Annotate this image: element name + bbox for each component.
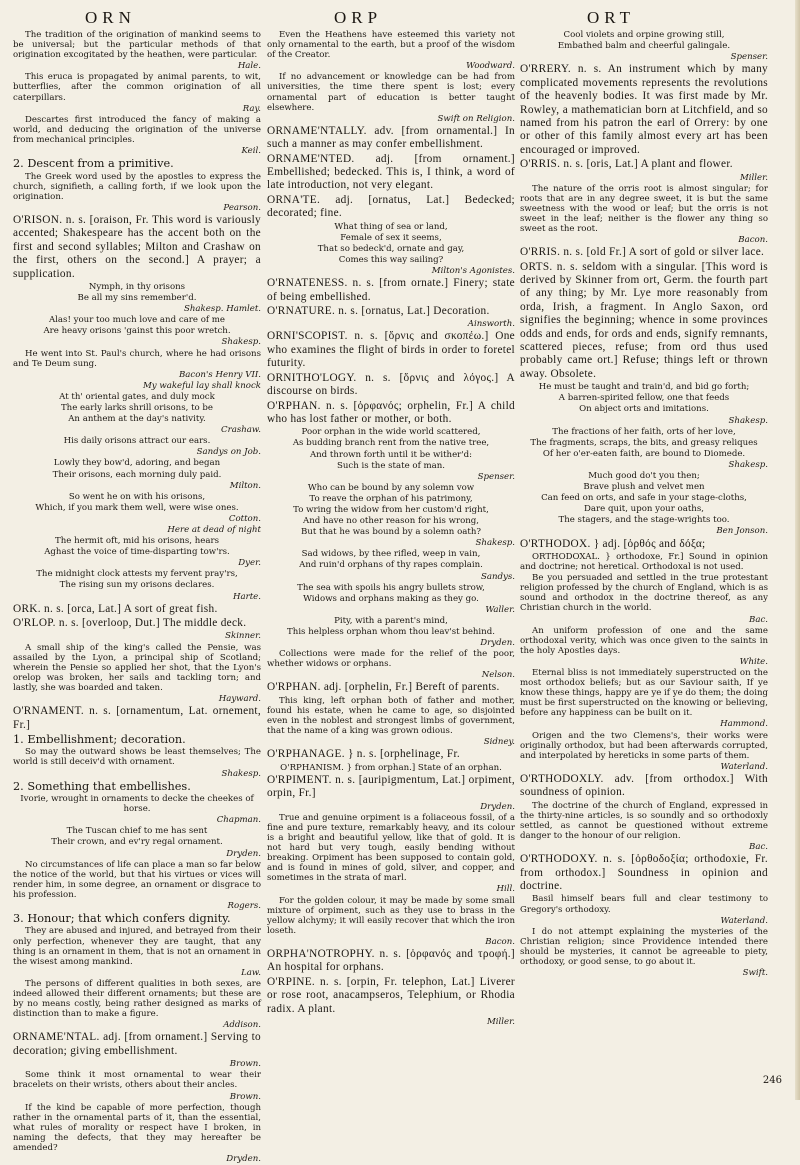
col3-line: Waterland. [720, 761, 768, 772]
col2-line: ORNI'SCOPIST. n. s. [ὄρνις and σκοπέω.] One who examines the flight of birds in order to foretel futurity. [267, 330, 515, 370]
col1-line: Hayward. [218, 694, 261, 705]
col2-line: The sea with spoils his angry bullets strow, [297, 582, 485, 593]
col3-line: Much good do't you then; [588, 471, 700, 481]
col3-line: O'RTHODOXLY. adv. [from orthodox.] With soundness of opinion. [520, 772, 768, 799]
col3-line: Cool violets and orpine growing still, [563, 30, 725, 40]
col2-line: Nelson. [481, 670, 515, 681]
col1-line: Milton. [229, 480, 261, 491]
col2-line: Hill. [496, 884, 515, 895]
col3-line: On abject orts and imitations. [579, 404, 709, 415]
col1-line: 3. Honour; that which confers dignity. [13, 912, 231, 926]
col3-line: He must be taught and train'd, and bid go forth; [538, 382, 750, 393]
col1-line: Aghast the voice of time-disparting tow'rs. [44, 547, 230, 558]
col1-line: 1. Embellishment; decoration. [13, 732, 186, 746]
col3-line: Hammond. [720, 719, 768, 730]
guide-word-right: ORT [587, 8, 635, 27]
col2-line: Waller. [485, 604, 515, 615]
col2-line: Sidney. [483, 737, 515, 748]
page-number: 246 [762, 1075, 782, 1086]
col3-line: O'RRIS. n. s. [old Fr.] A sort of gold or silver lace. [520, 246, 765, 259]
col3-line: The nature of the orris root is almost singular; for roots that are in any degree sweet, it is but the same sweetness with the wood or leaf; but the orris is not sweet in the leaf; neither is the flower any thing so sweet as the root. [520, 183, 768, 234]
col1-line: His daily orisons attract our ears. [63, 436, 211, 447]
col1-line: Which, if you mark them well, were wise ones. [35, 502, 239, 513]
col3-line: O'RRIS. n. s. [oris, Lat.] A plant and flower. [520, 158, 733, 171]
col2-line: Who can be bound by any solemn vow [307, 482, 475, 493]
column-middle [267, 30, 515, 1028]
col1-line: Dyer. [238, 558, 261, 569]
col2-line: To wring the widow from her custom'd right, [293, 504, 489, 515]
col1-line: Descartes first introduced the fancy of making a world, and deducing the origination of the universe from mechanical principles. [13, 114, 261, 145]
col3-line: Spenser. [730, 52, 768, 63]
col1-line: Ivorie, wrought in ornaments to decke the cheekes of horse. [20, 794, 254, 815]
col1-line: 2. Something that embellishes. [13, 779, 191, 793]
col1-line: Crashaw. [221, 425, 261, 436]
col2-line: What thing of sea or land, [334, 221, 448, 232]
col1-line: The hermit oft, mid his orisons, hears [54, 536, 219, 547]
col1-line: The rising sun my orisons declares. [59, 580, 215, 591]
col3-line: White. [739, 656, 768, 667]
col3-line: Shakesp. [728, 459, 768, 470]
col1-line: Dryden. [226, 1154, 261, 1165]
col1-line: ORK. n. s. [orca, Lat.] A sort of great fish. [13, 602, 218, 615]
col2-line: But that he was bound by a solemn oath? [301, 527, 481, 538]
col1-line: They are abused and injured, and betrayed from their only perfection, whenever they are taught, that any thing is an ornament in them, that is not an ornament in the wisest among mankind. [13, 926, 261, 967]
col2-line: Even the Heathens have esteemed this variety not only ornamental to the earth, but a proof of the wisdom of the Creator. [267, 30, 515, 61]
col3-line: The fractions of her faith, orts of her love, [552, 426, 736, 437]
col1-line: Ray. [242, 103, 261, 114]
running-head [0, 8, 800, 28]
col3-line: Waterland. [720, 915, 768, 926]
col1-line: An anthem at the day's nativity. [68, 414, 206, 425]
col1-line: O'RNAMENT. n. s. [ornamentum, Lat. ornement, Fr.] [13, 705, 261, 731]
col2-line: Dryden. [480, 801, 515, 812]
col3-line: A barren-spirited fellow, one that feeds [558, 393, 730, 404]
col3-line: Dare quit, upon your oaths, [584, 504, 704, 515]
col1-line: Lowly they bow'd, adoring, and began [53, 458, 221, 469]
col2-line: If no advancement or knowledge can be had from universities, the time there spent is lost; every ornamental part of education is better taught elsewhere. [267, 72, 515, 113]
col1-line: This eruca is propagated by animal parents, to wit, butterflies, after the common origination of all caterpillars. [13, 72, 261, 103]
col2-line: Such is the state of man. [336, 460, 446, 471]
col2-line: Woodward. [466, 61, 515, 72]
col1-line: Skinner. [225, 631, 261, 642]
col1-line: Be all my sins remember'd. [77, 293, 197, 304]
col1-line: The persons of different qualities in both sexes, are indeed allowed their different ornaments; but these are by no means costly, being rather designed as marks of distinction than to make a figure. [13, 978, 261, 1020]
col1-line: Harte. [233, 591, 261, 602]
col3-line: Basil himself bears full and clear testimony to Gregory's orthodoxy. [520, 894, 768, 915]
col2-line: Dryden. [480, 638, 515, 649]
col3-line: Bac. [749, 842, 768, 853]
col2-line: As budding branch rent from the native tree, [292, 438, 490, 449]
col3-line: ORTHODOXAL. } orthodoxe, Fr.] Sound in opinion and doctrine; not heretical. Orthodoxal is not used. [520, 551, 768, 573]
col1-line: Dryden. [226, 848, 261, 859]
col3-line: Embathed balm and cheerful galingale. [557, 41, 731, 52]
col2-line: ORNAME'NTALLY. adv. [from ornamental.] In such a manner as may confer embellishment. [267, 124, 515, 151]
col2-line: Swift on Religion. [437, 113, 515, 124]
col3-line: Of her o'er-eaten faith, are bound to Diomede. [542, 448, 746, 459]
col2-line: ORNA'TE. adj. [ornatus, Lat.] Bedecked; decorated; fine. [267, 193, 515, 220]
col1-line: Their orisons, each morning duly paid. [52, 469, 222, 480]
guide-word-left: ORN [85, 8, 136, 27]
col2-line: Poor orphan in the wide world scattered, [301, 427, 481, 438]
col3-line: Can feed on orts, and safe in your stage-cloths, [541, 493, 747, 504]
col1-line: Nymph, in thy orisons [88, 281, 186, 292]
col2-line: O'RPIMENT. n. s. [auripigmentum, Lat.] orpiment, orpin, Fr.] [267, 773, 515, 800]
col2-line: O'RPHANAGE. } n. s. [orphelinage, Fr. [267, 748, 461, 761]
col1-line: The midnight clock attests my fervent pray'rs, [36, 569, 238, 580]
col1-line: The early larks shrill orisons, to be [60, 402, 214, 413]
col2-line: And ruin'd orphans of thy rapes complain. [299, 560, 483, 571]
col2-line: To reave the orphan of his patrimony, [309, 493, 473, 504]
col1-line: The tradition of the origination of mankind seems to be universal; but the particular methods of that origination excogitated by the heathen, were particular. [13, 30, 261, 61]
col2-line: Widows and orphans making as they go. [303, 593, 479, 604]
col1-line: Rogers. [227, 900, 261, 911]
col3-line: Swift. [742, 968, 768, 979]
col3-line: Miller. [739, 172, 768, 183]
col1-line: Are heavy orisons 'gainst this poor wretch. [43, 326, 231, 337]
col2-line: O'RPHANISM. } from orphan.] State of an orphan. [280, 762, 502, 773]
col1-line: O'RISON. n. s. [oraison, Fr. This word is variously accented; Shakespeare has the accent both on the first and second syllables; Milton and Crashaw on the first, others on the second.] A prayer; a supplication. [13, 213, 261, 280]
col1-line: At th' oriental gates, and duly mock [59, 391, 215, 402]
col2-line: ORNAME'NTED. adj. [from ornament.] Embellished; bedecked. This is, I think, a word of late introduction, not very elegant. [267, 152, 515, 192]
col2-line: That so bedeck'd, ornate and gay, [317, 243, 465, 254]
col3-line: Shakesp. [728, 415, 768, 426]
col2-line: O'RPHAN. n. s. [ὀρφανός; orphelin, Fr.] A child who has lost father or mother, or both. [267, 399, 515, 425]
col2-line: This king, left orphan both of father and mother, found his estate, when he came to age, so disjointed even in the noblest and strongest limbs of government, that the name of a king was grown odious. [267, 695, 515, 737]
col1-line: So went he on with his orisons, [68, 491, 206, 502]
col2-line: O'RPHAN. adj. [orphelin, Fr.] Bereft of parents. [267, 681, 500, 694]
col1-line: Hale. [237, 61, 261, 72]
col1-line: If the kind be capable of more perfection, though rather in the ornamental parts of it, than the essential, what rules of morality or respect have I broken, in naming the defects, that they may hereafter be amended? [13, 1102, 261, 1153]
page-edge [795, 0, 800, 1100]
col2-line: And have no other reason for his wrong, [302, 516, 480, 527]
col1-line: No circumstances of life can place a man so far below the notice of the world, but that his virtues or vices will render him, in some degree, an ornament or disgrace to his profession. [13, 859, 261, 900]
col1-line: Brown. [229, 1091, 261, 1102]
col1-line: My wakeful lay shall knock [142, 380, 261, 391]
col2-line: Spenser. [477, 471, 515, 482]
col2-line: True and genuine orpiment is a foliaceous fossil, of a fine and pure texture, remarkably heavy, and its colour is a bright and beautiful yellow, like that of gold. It is not hard but very tough, easily bending without breaking. Orpiment has been supposed to contain gold, and is found in mines of gold, silver, and copper, and sometimes in the strata of marl. [267, 812, 515, 884]
col1-line: Shakesp. Hamlet. [184, 304, 261, 315]
col3-line: O'RRERY. n. s. An instrument which by many complicated movements represents the revolutions of the heavenly bodies. It was first made by Mr. Rowley, a mathematician born at Litchfield, and so named from his patron the earl of Orrery: by one or other of this family almost every art has been encouraged or improved. [520, 63, 768, 156]
col3-line: ORTS. n. s. seldom with a singular. [This word is derived by Skinner from ort, Germ. the fourth part of any thing; by Mr. Lye more reasonably from orda, Irish, a fragment. In Anglo Saxon, ord signifies the beginning; whence in some provinces odds and ends, for ords and ends, signify remnants, scattered pieces, refuse; from ord thus used probably came ort.] Refuse; things left or thrown away. Obsolete. [520, 260, 768, 380]
col1-line: The Tuscan chief to me has sent [66, 826, 208, 837]
col2-line: O'RNATURE. n. s. [ornatus, Lat.] Decoration. [267, 304, 490, 317]
col1-line: Chapman. [216, 815, 261, 826]
col1-line: Some think it most ornamental to wear their bracelets on their wrists, others about their ancles. [13, 1070, 261, 1091]
col2-line: ORPHA'NOTROPHY. n. s. [ὀρφανός and τροφή.] An hospital for orphans. [267, 947, 515, 974]
col2-line: For the golden colour, it may be made by some small mixture of orpiment, such as they use to brass in the yellow alchymy; it will easily recover that which the iron loseth. [267, 895, 515, 936]
col3-line: Bacon. [738, 235, 768, 246]
col1-line: Shakesp. [221, 337, 261, 348]
col1-line: A small ship of the king's called the Pensie, was assailed by the Lyon, a principal ship of Scotland; wherein the Pensie so applied her shot, that the Lyon's orelop was broken, her sails and tackling torn; and lastly, she was boarded and taken. [13, 642, 261, 693]
col2-line: O'RPINE. n. s. [orpin, Fr. telephon, Lat.] Liverer or rose root, anacampseros, Telephium, or Rhodia radix. A plant. [267, 975, 515, 1015]
col2-line: Shakesp. [475, 538, 515, 549]
col1-line: The Greek word used by the apostles to express the church, signifieth, a calling forth, if we look upon the origination. [13, 171, 261, 202]
column-left [13, 30, 261, 1165]
col2-line: Miller. [486, 1017, 515, 1027]
column-right [520, 30, 768, 979]
col1-line: Bacon's Henry VII. [178, 369, 261, 380]
col1-line: He went into St. Paul's church, where he had orisons and Te Deum sung. [13, 348, 261, 369]
col1-line: Their crown, and ev'ry regal ornament. [51, 837, 223, 848]
col1-line: ORNAME'NTAL. adj. [from ornament.] Serving to decoration; giving embellishment. [13, 1031, 261, 1057]
col2-line: ORNITHO'LOGY. n. s. [ὄρνις and λόγος.] A discourse on birds. [267, 371, 515, 398]
guide-word-center: ORP [334, 8, 383, 27]
col1-line: Alas! your too much love and care of me [48, 315, 226, 326]
col2-line: Pity, with a parent's mind, [334, 615, 448, 626]
col3-line: O'RTHODOX. } adj. [ὀρθός and δόξα; [520, 537, 706, 550]
col2-line: And thrown forth until it be wither'd: [309, 449, 473, 460]
col2-line: Sandys. [480, 571, 515, 582]
col3-line: The doctrine of the church of England, expressed in the thirty-nine articles, is so soundly and so orthodoxly settled, as cannot be questioned without extreme danger to the honour of our religion. [520, 800, 768, 842]
col2-line: Comes this way sailing? [338, 254, 444, 265]
col2-line: O'RNATENESS. n. s. [from ornate.] Finery; state of being embellished. [267, 277, 515, 303]
col2-line: Ainsworth. [467, 319, 515, 330]
col3-line: Brave plush and velvet men [583, 482, 705, 493]
col1-line: 2. Descent from a primitive. [13, 157, 174, 171]
col2-line: Milton's Agonistes. [431, 266, 515, 277]
col3-line: Origen and the two Clemens's, their works were originally orthodox, but had been afterwards corrupted, and interpolated by hereticks in some parts of them. [520, 730, 768, 761]
col3-line: An uniform profession of one and the same orthodoxal verity, which was once given to the saints in the holy Apostles days. [520, 625, 768, 656]
col1-line: Sandys on Job. [196, 447, 261, 458]
col1-line: Pearson. [223, 202, 261, 213]
col3-line: Ben Jonson. [716, 526, 768, 537]
col1-line: Brown. [229, 1059, 261, 1070]
col1-line: Law. [241, 967, 261, 978]
col1-line: So may the outward shows be least themselves; The world is still deceiv'd with ornament. [13, 747, 261, 768]
col2-line: This helpless orphan whom thou leav'st behind. [287, 627, 495, 637]
col2-line: Collections were made for the relief of the poor, whether widows or orphans. [267, 649, 515, 670]
col3-line: Be you persuaded and settled in the true protestant religion professed by the church of England, which is as sound and orthodox in the doctrine thereof, as any Christian church in the world. [520, 573, 768, 614]
col1-line: Here at dead of night [167, 525, 261, 535]
col3-line: I do not attempt explaining the mysteries of the Christian religion; since Providence intended there should be mysteries, it cannot be agreeable to piety, orthodoxy, or good sense, to go about it. [520, 926, 768, 967]
col2-line: Female of sex it seems, [340, 232, 442, 243]
col3-line: The stagers, and the stage-wrights too. [558, 515, 730, 526]
col2-line: Sad widows, by thee rifled, weep in vain, [301, 549, 481, 560]
col1-line: Cotton. [228, 513, 261, 524]
col1-line: Shakesp. [221, 768, 261, 779]
col3-line: O'RTHODOXY. n. s. [ὀρθοδοξία; orthodoxie, Fr. from orthodox.] Soundness in opinion and doctrine. [520, 853, 768, 893]
col1-line: Keil. [241, 146, 261, 157]
col3-line: Bac. [749, 614, 768, 625]
col3-line: Eternal bliss is not immediately superstructed on the most orthodox beliefs; but as our Saviour saith, If ye know these things, happy are ye if ye do them; the doing must be first superstructed on the knowing or believing, before any happiness can be built on it. [520, 668, 768, 719]
col1-line: Addison. [223, 1020, 261, 1031]
col1-line: O'RLOP. n. s. [overloop, Dut.] The middle deck. [13, 617, 247, 630]
col2-line: Bacon. [485, 936, 515, 947]
col3-line: The fragments, scraps, the bits, and greasy reliques [530, 437, 758, 448]
